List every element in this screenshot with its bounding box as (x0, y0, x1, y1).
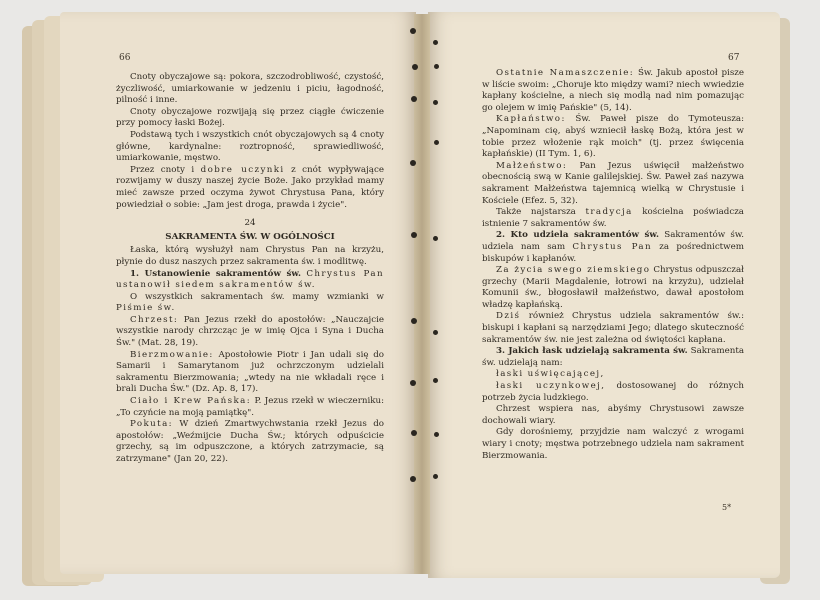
binding-hole (412, 64, 418, 70)
paragraph: Także najstarsza tradycja kościelna poświadcza istnienie 7 sakramentów św. (482, 207, 744, 229)
binding-hole (410, 380, 416, 386)
binding-hole (433, 236, 438, 241)
sacrament-cialo: Ciało i Krew Pańska: P. Jezus rzekł w wieczerniku: „To czyńcie na moją pamiątkę". (116, 396, 385, 418)
section-number: 24 (244, 218, 256, 229)
sacrament-malzenstwo: Małżeństwo: Pan Jezus uświęcił małżeństwo obecnością swą w Kanie galilejskiej. Św. Paweł zaś nazywa sakrament Małżeństwa tajemnicą wielką w Chrystusie i Kościele (Efez. 5, 32). (482, 160, 744, 206)
signature-mark: 5* (722, 503, 732, 512)
binding-hole (433, 474, 438, 479)
sacrament-bierzmowanie: Bierzmowanie: Apostołowie Piotr i Jan udali się do Samarii i Samarytanom już ochrzczonym udzielali sakramentu Bierzmowania; „wtedy na nie wkładali ręce i brali Ducha Św." (Dz. Ap. 8, 17). (116, 349, 384, 395)
paragraph: Przez cnoty i dobre uczynki z cnót wypływające rozwijamy w duszy naszej życie Boże. Jako przykład mamy mieć zawsze przed oczyma żywot Chrystusa Pana, który powiedział o sobie: „Jam jest droga, prawda i życie". (116, 164, 384, 210)
paragraph: Chrzest wspiera nas, abyśmy Chrystusowi zawsze dochowali wiary. (482, 404, 744, 426)
list-item: łaski uświęcającej, (496, 369, 605, 380)
paragraph: Dziś również Chrystus udziela sakramentów św.: biskupi i kapłani są narzędziami Jego; dlatego skuteczność sakramentów św. nie jest zależna od świętości kapłana. (482, 311, 744, 345)
subheading-paragraph: 1. Ustanowienie sakramentów św. Chrystus Pan ustanowił siedem sakramentów św. (116, 268, 384, 291)
binding-hole (433, 40, 438, 45)
binding-hole (410, 28, 416, 34)
sacrament-pokuta: Pokuta: W dzień Zmartwychwstania rzekł Jezus do apostołów: „Weźmijcie Ducha Św.; których odpuścicie grzechy, są im odpuszczone, a których zatrzymacie, są zatrzymane" (Jan 20, 22). (116, 419, 384, 464)
binding-hole (411, 232, 417, 238)
binding-hole (434, 432, 439, 437)
section-title: SAKRAMENTA ŚW. W OGÓLNOŚCI (165, 231, 335, 242)
binding-hole (410, 160, 416, 166)
paragraph: Gdy dorośniemy, przyjdzie nam walczyć z wrogami wiary i cnoty; męstwa potrzebnego udziela nam sakrament Bierzmowania. (482, 427, 744, 461)
binding-hole (433, 378, 438, 383)
binding-hole (433, 330, 438, 335)
binding-hole (434, 64, 439, 69)
paragraph: Łaska, którą wysłużył nam Chrystus Pan na krzyżu, płynie do dusz naszych przez sakramenta św. i modlitwę. (116, 245, 384, 267)
right-page-number: 67 (728, 53, 740, 63)
binding-hole (411, 96, 417, 102)
paragraph: O wszystkich sakramentach św. mamy wzmianki w Piśmie św. (116, 291, 384, 314)
binding-hole (410, 476, 416, 482)
right-page-text (482, 68, 744, 462)
binding-hole (411, 430, 417, 436)
sacrament-kaplanstwo: Kapłaństwo: Św. Paweł pisze do Tymoteusza: „Napominam cię, abyś wzniecił łaskę Bożą, która jest w tobie przez włożenie rąk moich" (tj. przez święcenia kapłańskie) (II Tym. 1, 6). (482, 114, 744, 160)
subheading-paragraph: 3. Jakich łask udzielają sakramenta św. Sakramenta św. udzielają nam: (482, 346, 744, 368)
paragraph: Cnoty obyczajowe rozwijają się przez ciągłe ćwiczenie przy pomocy łaski Bożej. (116, 106, 384, 129)
sacrament-chrzest: Chrzest: Pan Jezus rzekł do apostołów: „Nauczajcie wszystkie narody chrzcząc je w imię Ojca i Syna i Ducha Św." (Mat. 28, 19). (116, 314, 385, 349)
paragraph: Cnoty obyczajowe są: pokora, szczodrobliwość, czystość, życzliwość, umiarkowanie w jedzeniu i piciu, łagodność, pilność i inne. (116, 72, 384, 106)
binding-hole (411, 318, 417, 324)
sacrament-namaszczenie: Ostatnie Namaszczenie: Św. Jakub apostoł pisze w liście swoim: „Choruje kto między wami? niech wwiedzie kapłany kościelne, a niech się modlą nad nim pomazując go olejem w imię Pańskie" (5, 14). (482, 68, 745, 113)
list-item: łaski uczynkowej, dostosowanej do różnych potrzeb życia ludzkiego. (482, 381, 744, 403)
left-page-number: 66 (119, 53, 131, 63)
binding-hole (434, 140, 439, 145)
subheading-paragraph: 2. Kto udziela sakramentów św. Sakramentów św. udziela nam sam Chrystus Pan za pośrednictwem biskupów i kapłanów. (482, 230, 744, 264)
paragraph: Za życia swego ziemskiego Chrystus odpuszczał grzechy (Marii Magdalenie, łotrowi na krzyżu), udzielał Komunii św., błogosławił małżeństwo, dawał apostołom władzę kapłańską. (482, 265, 744, 310)
left-page-text (116, 72, 384, 466)
binding-hole (433, 100, 438, 105)
paragraph: Podstawą tych i wszystkich cnót obyczajowych są 4 cnoty główne, kardynalne: roztropność, sprawiedliwość, umiarkowanie, męstwo. (116, 129, 384, 164)
